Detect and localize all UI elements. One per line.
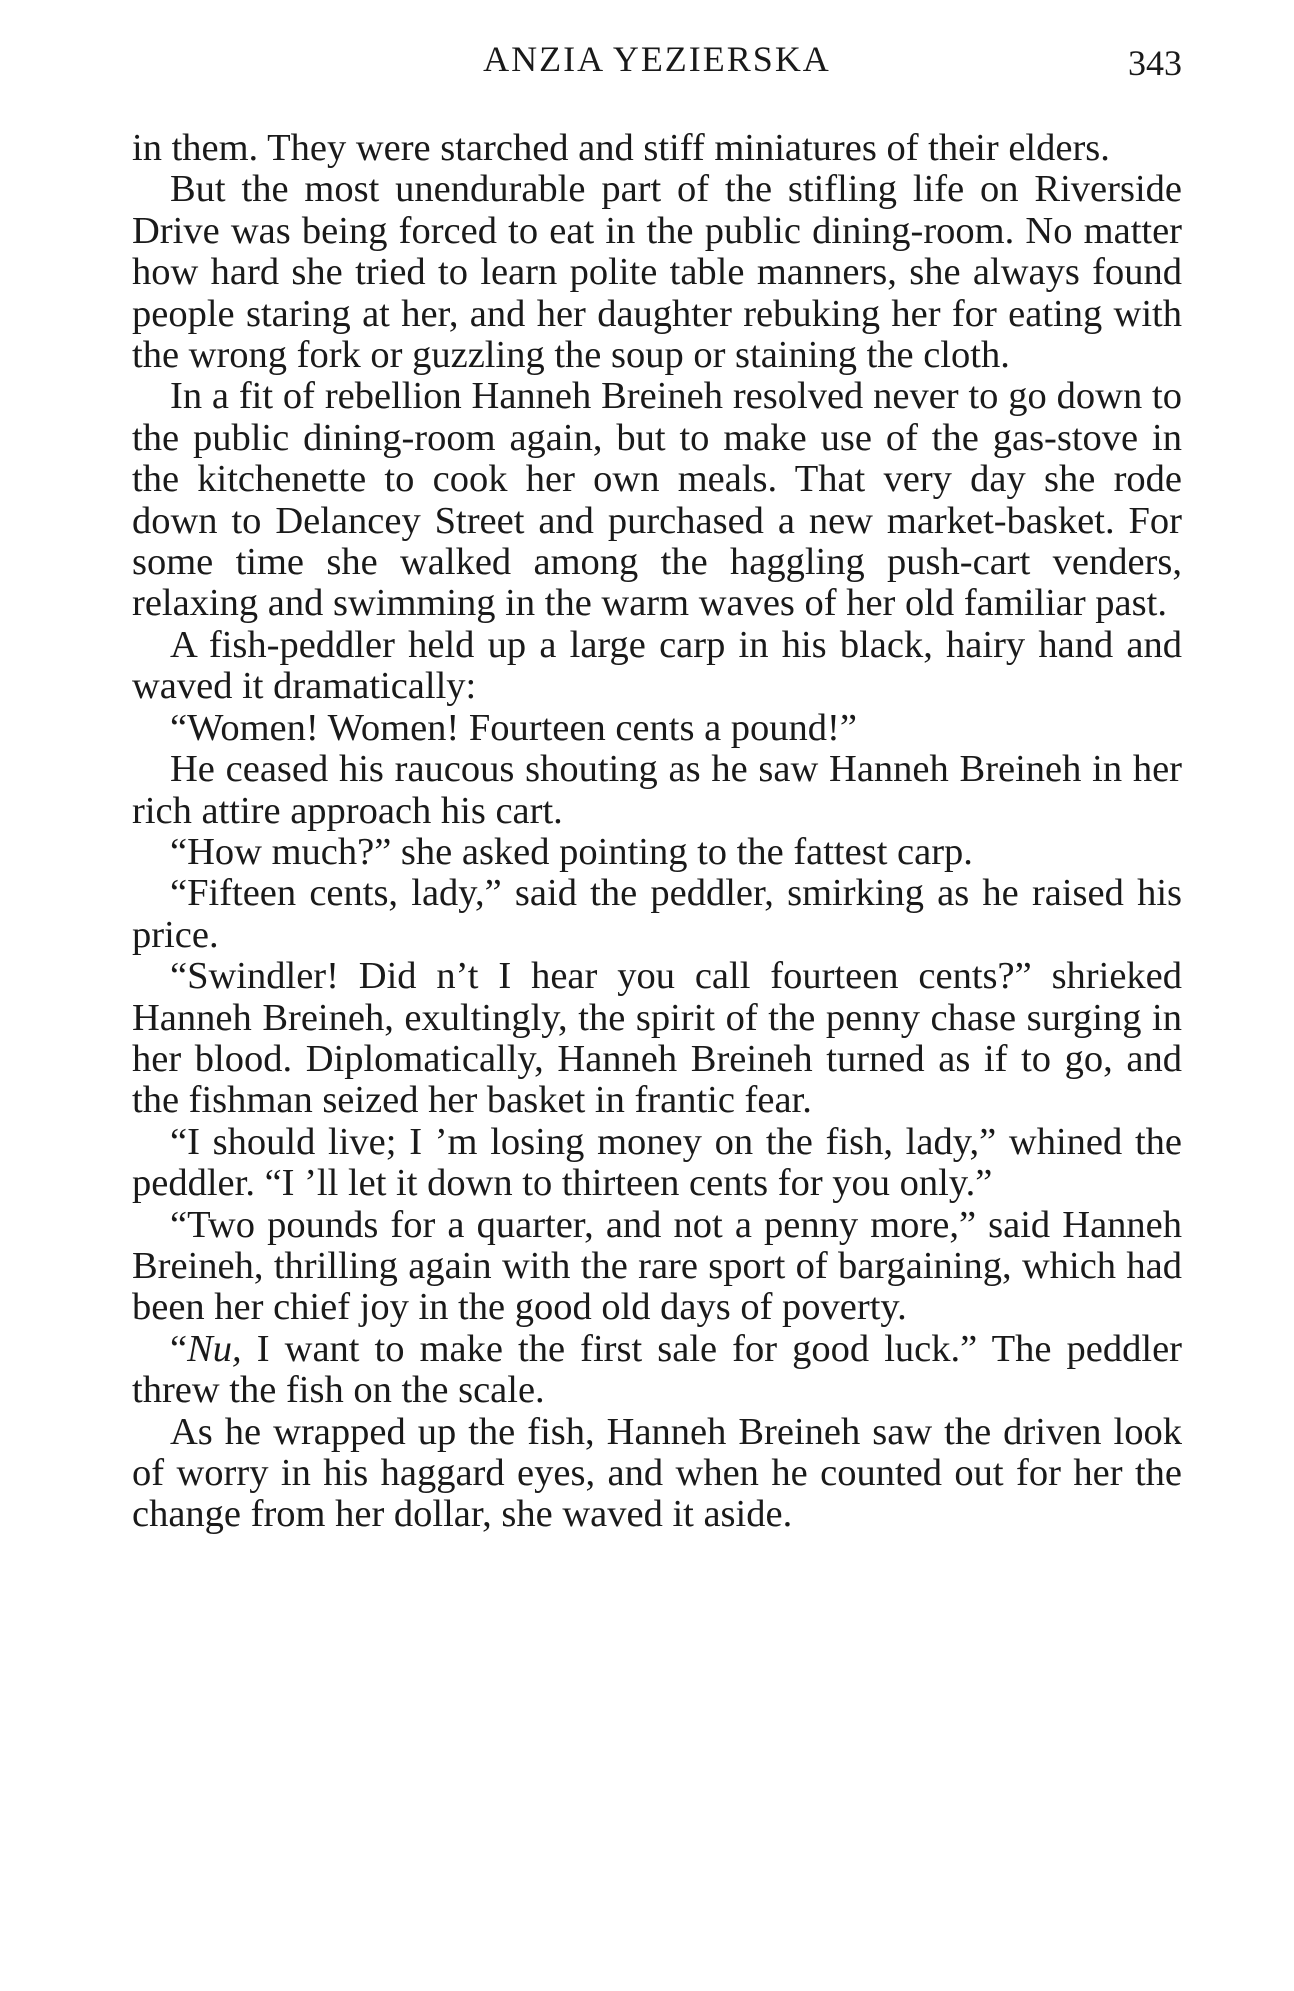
- paragraph: But the most unendurable part of the stifling life on Riverside Drive was being forced to eat in the public dining-room. No matter how hard she tried to learn polite table manners, she always found people staring at her, and her daughter rebuking her for eating with the wrong fork or guzzling the soup or staining the cloth.: [132, 168, 1182, 377]
- italic-word: Nu,: [187, 1327, 242, 1370]
- paragraph-rest: I want to make the first sale for good luck.” The peddler threw the fish on the scale.: [132, 1327, 1182, 1412]
- paragraph: He ceased his raucous shouting as he saw Hanneh Breineh in her rich attire approach his cart.: [132, 748, 1182, 832]
- paragraph: “I should live; I ’m losing money on the fish, lady,” whined the peddler. “I ’ll let it down to thirteen cents for you only.”: [132, 1120, 1182, 1205]
- paragraph: “Women! Women! Fourteen cents a pound!”: [170, 706, 857, 749]
- running-head: [132, 38, 1182, 98]
- paragraph: “Two pounds for a quarter, and not a penny more,” said Hanneh Breineh, thrilling again with the rare sport of bargaining, which had been her chief joy in the good old days of poverty.: [132, 1203, 1182, 1329]
- open-quote: “: [170, 1327, 188, 1370]
- paragraph: “Swindler! Did n’t I hear you call fourteen cents?” shrieked Hanneh Breineh, exultingly, the spirit of the penny chase surging in her blood. Diplomatically, Hanneh Breineh turned as if to go, and the fishman seized her basket in frantic fear.: [132, 955, 1182, 1122]
- paragraph: As he wrapped up the fish, Hanneh Breineh saw the driven look of worry in his haggard eyes, and when he counted out for her the change from her dollar, she waved it aside.: [132, 1410, 1182, 1536]
- paragraph: A fish-peddler held up a large carp in his black, hairy hand and waved it dramatically:: [132, 623, 1182, 708]
- paragraph: “How much?” she asked pointing to the fattest carp.: [170, 830, 973, 873]
- paragraph: In a fit of rebellion Hanneh Breineh resolved never to go down to the public dining-room again, but to make use of the gas-stove in the kitchenette to cook her own meals. That very day she rode down to Delancey Street and purchased a new market-basket. For some time she walked among the haggling push-cart venders, relaxing and swimming in the warm waves of her old familiar past.: [132, 375, 1182, 625]
- paragraph: in them. They were starched and stiff miniatures of their elders.: [132, 127, 1110, 169]
- running-title: ANZIA YEZIERSKA: [483, 39, 831, 79]
- paragraph: [132, 1329, 1182, 1412]
- paragraph: “Fifteen cents, lady,” said the peddler, smirking as he raised his price.: [132, 872, 1182, 956]
- body-text: [132, 128, 1182, 1536]
- page-number: 343: [1128, 43, 1182, 83]
